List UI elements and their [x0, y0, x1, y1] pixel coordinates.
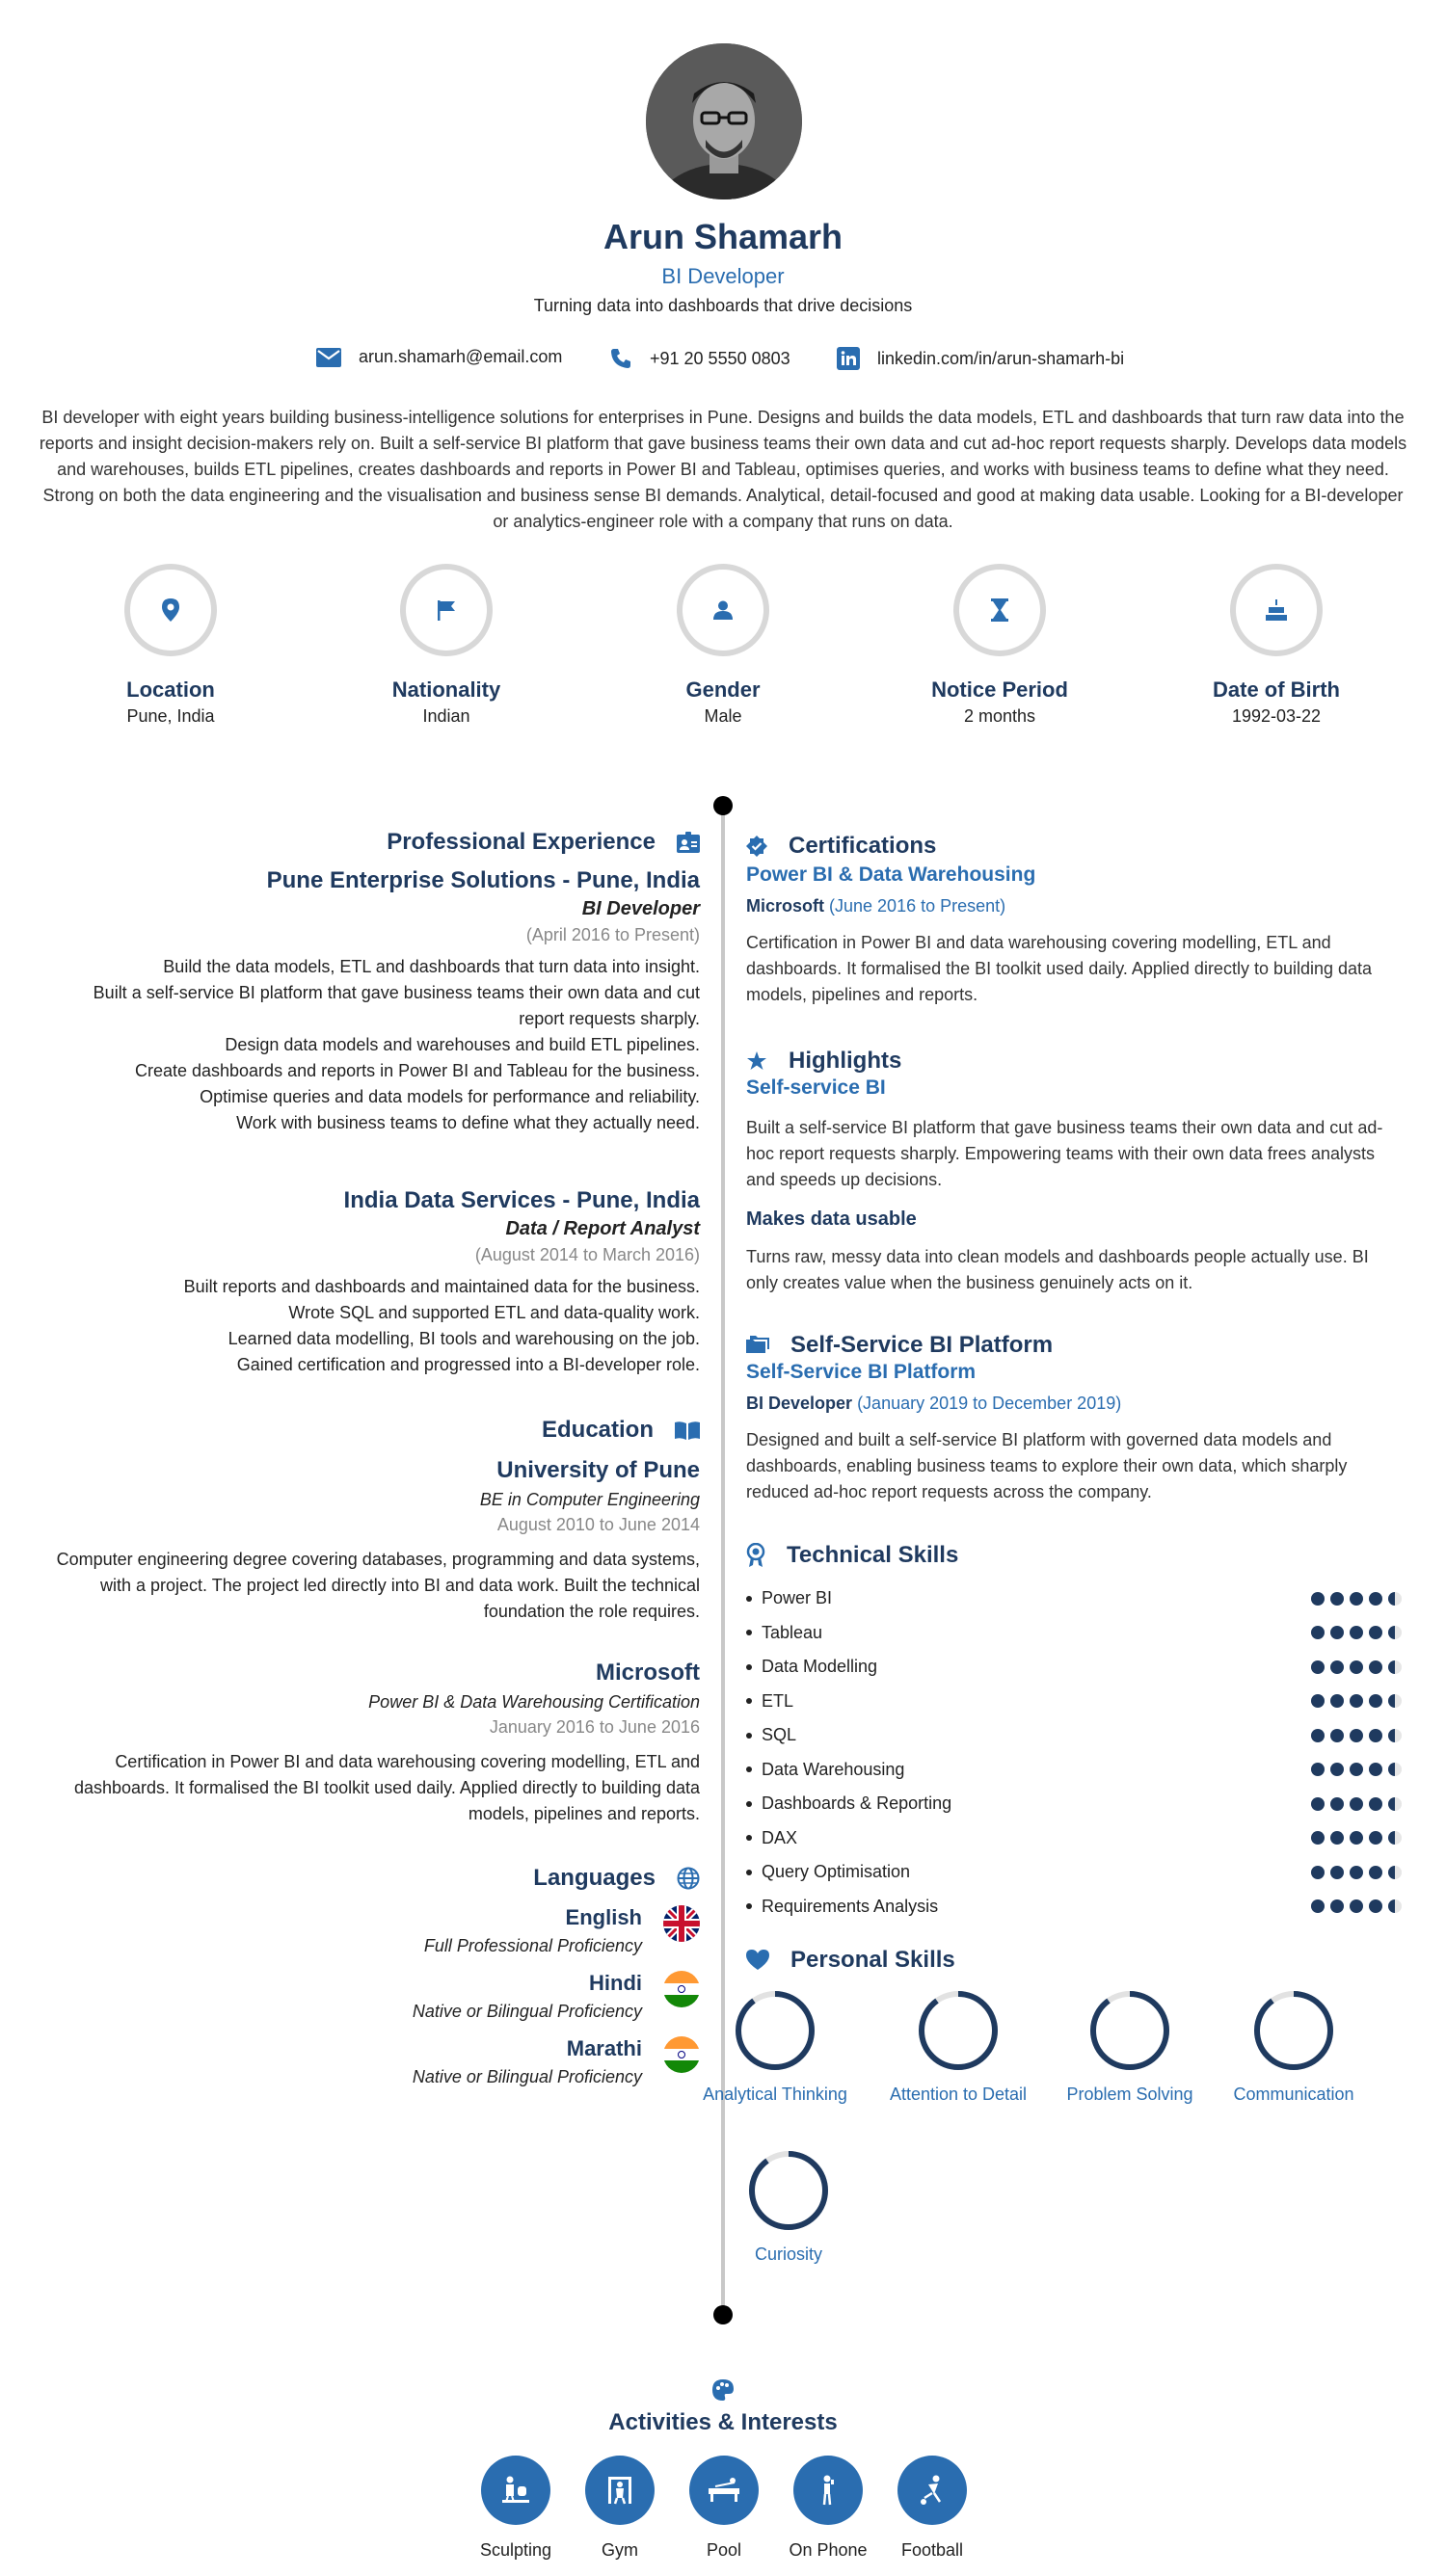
education-item-2: [39, 1660, 700, 1827]
timeline-start-dot: [713, 796, 733, 815]
education-dates: January 2016 to June 2016: [489, 1717, 700, 1737]
flag-icon: [437, 599, 456, 621]
technical-skill-row: [746, 1862, 1402, 1882]
linkedin-icon: [837, 347, 860, 370]
rating-dot: [1330, 1694, 1344, 1708]
highlight-description: Turns raw, messy data into clean models and dashboards people actually use. BI only creates value when the business genuinely acts on it.: [746, 1247, 1369, 1292]
rating-dot: [1388, 1797, 1402, 1811]
info-value: Male: [704, 706, 742, 726]
section-title-languages: Languages: [39, 1865, 700, 1892]
sculpting-icon: [498, 2473, 533, 2508]
award-ribbon-icon: [746, 1543, 765, 1568]
phone-text: +91 20 5550 0803: [650, 348, 790, 368]
info-label: Gender: [685, 677, 761, 702]
skill-rating: [1305, 1866, 1402, 1879]
education-org: University of Pune: [496, 1457, 700, 1483]
rating-dot: [1330, 1831, 1344, 1845]
activity-gym: Gym: [576, 2456, 663, 2562]
job-description: Build the data models, ETL and dashboards that turn data into insight. Built a self-service BI platform that gave business teams their own data and cut report requests sharply. Design data models and warehouses and build ETL pipelines. Create dashboards and reports in Power BI and Tableau for the business. Optimise queries and data models for performance and reliability. Work with business teams to define what they actually need.: [93, 957, 700, 1132]
rating-dot: [1369, 1729, 1382, 1742]
rating-dot: [1388, 1831, 1402, 1845]
personal-skill-name: Analytical Thinking: [703, 2085, 847, 2104]
technical-skill-row: [746, 1793, 1402, 1814]
personal-skill-item: [871, 1989, 1045, 2105]
languages-list: [39, 1905, 700, 2098]
rating-dot: [1311, 1729, 1325, 1742]
info-label: Notice Period: [931, 677, 1068, 702]
technical-skill-row: [746, 1657, 1402, 1677]
info-value: Pune, India: [126, 706, 215, 726]
skill-rating: [1305, 1797, 1402, 1811]
folders-icon: [746, 1336, 769, 1355]
cake-icon: [1266, 599, 1287, 621]
rating-dot: [1388, 1660, 1402, 1674]
email-text: arun.shamarh@email.com: [359, 347, 563, 366]
hourglass-icon: [991, 598, 1008, 622]
skill-rating: [1305, 1729, 1402, 1742]
rating-dot: [1350, 1626, 1363, 1639]
technical-skill-row: [746, 1588, 1402, 1608]
verified-badge-icon: [746, 836, 767, 857]
skill-rating: [1305, 1626, 1402, 1639]
education-description: Certification in Power BI and data warehousing covering modelling, ETL and dashboards. It formalised the BI toolkit used daily. Applied directly to building data models, pipelines and reports.: [73, 1752, 700, 1823]
rating-dot: [1311, 1592, 1325, 1606]
job-position: Data / Report Analyst: [505, 1218, 700, 1239]
section-title-education: Education: [39, 1417, 700, 1444]
rating-dot: [1388, 1694, 1402, 1708]
gym-icon: [602, 2473, 637, 2508]
skill-rating: [1305, 1592, 1402, 1606]
rating-dot: [1350, 1899, 1363, 1913]
personal-skills-section: [746, 1947, 1402, 1974]
project-name: Self-Service BI Platform: [746, 1361, 977, 1383]
info-gender: [627, 564, 819, 727]
rating-dot: [1369, 1797, 1382, 1811]
rating-dot: [1369, 1763, 1382, 1776]
bullet-icon: [746, 1801, 752, 1807]
profile-photo: [646, 43, 802, 199]
info-notice-period: [903, 564, 1096, 727]
rating-dot: [1311, 1694, 1325, 1708]
job-dates: (April 2016 to Present): [525, 925, 700, 944]
education-org: Microsoft: [596, 1660, 700, 1686]
person-icon: [713, 600, 733, 620]
skill-rating: [1305, 1694, 1402, 1708]
bullet-icon: [746, 1596, 752, 1602]
section-title-highlights: Highlights: [746, 1048, 1402, 1075]
section-title-activities: Activities & Interests: [608, 2409, 838, 2435]
rating-dot: [1350, 1866, 1363, 1879]
job-position: BI Developer: [581, 898, 700, 919]
pool-table-icon: [706, 2473, 742, 2508]
rating-dot: [1369, 1899, 1382, 1913]
technical-skill-name: Requirements Analysis: [762, 1896, 939, 1916]
certification-description: Certification in Power BI and data warehousing covering modelling, ETL and dashboards. It formalised the BI toolkit used daily. Applied directly to building data models, pipelines and reports.: [746, 933, 1373, 1004]
rating-dot: [1369, 1626, 1382, 1639]
info-nationality: [350, 564, 543, 727]
technical-skill-name: Query Optimisation: [762, 1862, 911, 1881]
info-date-of-birth: [1180, 564, 1373, 727]
star-badge-icon: [746, 1050, 767, 1072]
palette-icon: [711, 2378, 735, 2406]
bullet-icon: [746, 1766, 752, 1772]
technical-skill-row: [746, 1897, 1402, 1917]
project-meta: BI Developer (January 2019 to December 2019): [746, 1394, 1122, 1413]
candidate-tagline: Turning data into dashboards that drive decisions: [533, 296, 913, 315]
section-title-personal-skills: Personal Skills: [746, 1947, 1402, 1974]
rating-dot: [1350, 1694, 1363, 1708]
section-title-project: Self-Service BI Platform: [746, 1332, 1402, 1359]
personal-skill-name: Problem Solving: [1066, 2085, 1193, 2104]
timeline-end-dot: [713, 2305, 733, 2324]
rating-dot: [1388, 1763, 1402, 1776]
uk-flag-icon: [663, 1905, 700, 1942]
job-dates: (August 2014 to March 2016): [474, 1245, 700, 1264]
open-book-icon: [675, 1421, 700, 1440]
personal-skill-item: [1043, 1989, 1217, 2105]
rating-dot: [1369, 1831, 1382, 1845]
technical-skill-row: [746, 1760, 1402, 1780]
job-organization: Pune Enterprise Solutions - Pune, India: [266, 867, 700, 893]
candidate-name: Arun Shamarh: [602, 217, 844, 256]
info-label: Nationality: [391, 677, 501, 702]
personal-skill-item: [702, 2149, 875, 2265]
languages-section: [39, 1865, 700, 1892]
section-title-certifications: Certifications: [746, 833, 1402, 860]
rating-dot: [1311, 1763, 1325, 1776]
technical-skill-row: [746, 1623, 1402, 1643]
technical-skills-section: [746, 1542, 1402, 1569]
personal-skill-item: [688, 1989, 862, 2105]
person-on-phone-icon: [811, 2473, 845, 2508]
technical-skill-name: DAX: [762, 1827, 798, 1847]
linkedin-text: linkedin.com/in/arun-shamarh-bi: [877, 348, 1125, 368]
heart-icon: [746, 1950, 769, 1971]
skill-progress-ring: [917, 1989, 1000, 2072]
skill-rating: [1305, 1660, 1402, 1674]
rating-dot: [1330, 1797, 1344, 1811]
personal-skill-item: [1207, 1989, 1380, 2105]
job-1: [39, 867, 700, 1136]
skill-progress-ring: [734, 1989, 817, 2072]
personal-skills-list: [703, 1989, 1402, 2269]
skill-rating: [1305, 1763, 1402, 1776]
technical-skill-name: Tableau: [762, 1622, 823, 1642]
rating-dot: [1388, 1729, 1402, 1742]
highlight-head: Self-service BI: [746, 1076, 886, 1099]
education-degree: BE in Computer Engineering: [479, 1490, 700, 1509]
education-description: Computer engineering degree covering databases, programming and data systems, with a project. The project led directly into BI and data work. Built the technical foundation the role requires.: [56, 1550, 700, 1621]
rating-dot: [1350, 1660, 1363, 1674]
highlights-section: [746, 1048, 1402, 1296]
rating-dot: [1369, 1694, 1382, 1708]
education-dates: August 2010 to June 2014: [496, 1515, 700, 1534]
rating-dot: [1350, 1797, 1363, 1811]
section-title-experience: Professional Experience: [39, 829, 700, 856]
bullet-icon: [746, 1664, 752, 1670]
contact-linkedin[interactable]: [837, 347, 1124, 370]
activity-sculpting: Sculpting: [472, 2456, 559, 2562]
rating-dot: [1330, 1660, 1344, 1674]
rating-dot: [1330, 1899, 1344, 1913]
highlight-description: Built a self-service BI platform that gave business teams their own data and cut ad-hoc report requests sharply. Empowering teams with their own data frees analysts and speeds up decisions.: [746, 1118, 1383, 1189]
rating-dot: [1369, 1660, 1382, 1674]
technical-skill-name: Data Warehousing: [762, 1759, 905, 1779]
rating-dot: [1388, 1626, 1402, 1639]
certification-meta: Microsoft (June 2016 to Present): [746, 896, 1006, 916]
skill-progress-ring: [1088, 1989, 1171, 2072]
certifications-section: [746, 833, 1402, 1008]
skill-progress-ring: [1252, 1989, 1335, 2072]
profile-summary: BI developer with eight years building business-intelligence solutions for enterprises in Pune. Designs and builds the data models, ETL and dashboards that turn raw data into the reports and insight decision-makers rely on. Built a self-service BI platform that gave business teams their own data and cut ad-hoc report requests sharply. Develops data models and warehouses, builds ETL pipelines, creates dashboards and reports in Power BI and Tableau, optimises queries, and works with business teams to define what they need. Strong on both the data engineering and the visualisation and business sense BI demands. Analytical, detail-focused and good at making data usable. Looking for a BI-developer or analytics-engineer role with a company that runs on data.: [39, 408, 1407, 531]
contact-email[interactable]: [316, 347, 562, 367]
rating-dot: [1330, 1592, 1344, 1606]
technical-skill-name: Power BI: [762, 1588, 833, 1607]
highlight-head: Makes data usable: [746, 1208, 917, 1230]
rating-dot: [1311, 1899, 1325, 1913]
experience-section: [39, 829, 700, 856]
bullet-icon: [746, 1733, 752, 1739]
technical-skill-name: Data Modelling: [762, 1657, 878, 1676]
rating-dot: [1369, 1592, 1382, 1606]
technical-skill-name: SQL: [762, 1725, 797, 1744]
bullet-icon: [746, 1630, 752, 1635]
activity-football: Football: [889, 2456, 976, 2562]
job-organization: India Data Services - Pune, India: [343, 1187, 700, 1213]
education-degree: Power BI & Data Warehousing Certification: [368, 1692, 700, 1712]
rating-dot: [1369, 1866, 1382, 1879]
skill-rating: [1305, 1899, 1402, 1913]
rating-dot: [1311, 1660, 1325, 1674]
project-section: [746, 1332, 1402, 1505]
id-badge-icon: [677, 832, 700, 853]
email-icon: [316, 348, 341, 367]
location-pin-icon: [162, 598, 179, 622]
technical-skill-row: [746, 1828, 1402, 1848]
rating-dot: [1311, 1797, 1325, 1811]
rating-dot: [1330, 1626, 1344, 1639]
globe-icon: [677, 1867, 700, 1890]
personal-skill-name: Curiosity: [754, 2244, 822, 2264]
rating-dot: [1311, 1626, 1325, 1639]
rating-dot: [1350, 1831, 1363, 1845]
rating-dot: [1311, 1831, 1325, 1845]
technical-skill-row: [746, 1725, 1402, 1745]
bullet-icon: [746, 1835, 752, 1841]
rating-dot: [1311, 1866, 1325, 1879]
info-value: 2 months: [963, 706, 1036, 726]
football-player-icon: [915, 2473, 950, 2508]
info-label: Date of Birth: [1213, 677, 1340, 702]
rating-dot: [1350, 1729, 1363, 1742]
info-value: 1992-03-22: [1231, 706, 1322, 726]
technical-skills-list: [746, 1588, 1402, 1916]
certification-name: Power BI & Data Warehousing: [746, 863, 1036, 886]
candidate-role: BI Developer: [661, 264, 785, 288]
education-section: [39, 1417, 700, 1444]
bullet-icon: [746, 1870, 752, 1875]
rating-dot: [1330, 1763, 1344, 1776]
language-item-hindi: Hindi Native or Bilingual Proficiency: [413, 1971, 700, 2022]
personal-skill-name: Attention to Detail: [889, 2085, 1028, 2104]
bullet-icon: [746, 1903, 752, 1909]
rating-dot: [1330, 1866, 1344, 1879]
rating-dot: [1388, 1866, 1402, 1879]
job-2: [39, 1187, 700, 1378]
activity-on-phone: On Phone: [785, 2456, 871, 2562]
bullet-icon: [746, 1698, 752, 1704]
phone-icon: [609, 347, 632, 370]
rating-dot: [1350, 1763, 1363, 1776]
rating-dot: [1350, 1592, 1363, 1606]
skill-progress-ring: [747, 2149, 830, 2232]
job-description: Built reports and dashboards and maintained data for the business. Wrote SQL and supported ETL and data-quality work. Learned data modelling, BI tools and warehousing on the job. Gained certification and progressed into a BI-developer role.: [183, 1277, 700, 1374]
activity-pool: Pool: [681, 2456, 767, 2562]
rating-dot: [1388, 1592, 1402, 1606]
education-item-1: [39, 1457, 700, 1625]
info-location: [74, 564, 267, 727]
info-value: Indian: [422, 706, 470, 726]
language-item-marathi: Marathi Native or Bilingual Proficiency: [413, 2036, 700, 2087]
project-description: Designed and built a self-service BI platform with governed data models and dashboards, enabling business teams to explore their own data, which sharply reduced ad-hoc report requests across the company.: [746, 1430, 1348, 1501]
rating-dot: [1388, 1899, 1402, 1913]
rating-dot: [1330, 1729, 1344, 1742]
technical-skill-row: [746, 1691, 1402, 1712]
skill-rating: [1305, 1831, 1402, 1845]
section-title-technical-skills: Technical Skills: [746, 1542, 1402, 1569]
technical-skill-name: Dashboards & Reporting: [762, 1793, 952, 1813]
info-label: Location: [126, 677, 215, 702]
personal-skill-name: Communication: [1233, 2085, 1354, 2104]
contact-phone[interactable]: [609, 347, 790, 370]
technical-skill-name: ETL: [762, 1690, 794, 1711]
language-item-english: English Full Professional Proficiency: [424, 1905, 700, 1956]
